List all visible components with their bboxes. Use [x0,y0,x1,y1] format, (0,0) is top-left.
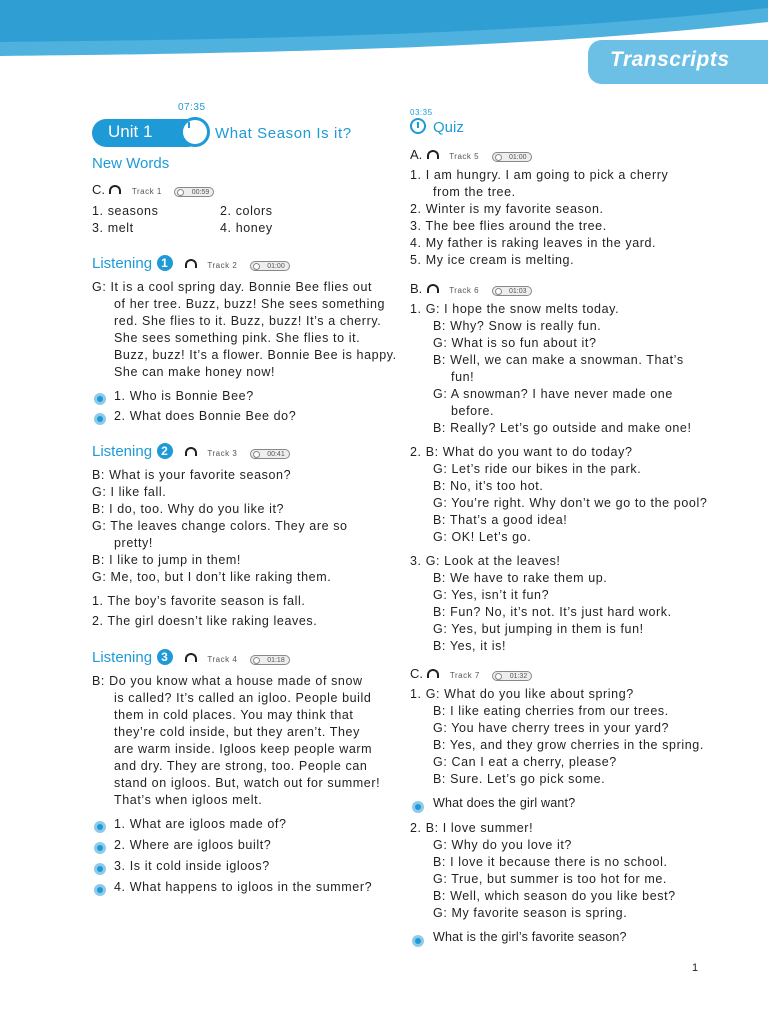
headphones-icon [427,150,439,159]
headphones-icon [185,447,197,456]
headphones-icon [185,259,197,268]
dialog-line: B: Yes, and they grow cherries in the spring. [433,738,704,752]
transcript-line: pretty! [114,536,153,550]
quiz-time: 03:35 [410,108,433,117]
dialog-line: B: Well, we can make a snowman. That’s [433,353,684,367]
track-time: 01:00 [509,154,527,161]
track-time: 01:32 [509,673,528,680]
track-label: Track 1 [131,187,162,196]
transcript-line: they’re cold inside, but they aren’t. They [114,725,360,739]
question-icon [94,393,106,405]
quiz-line: 3. The bee flies around the tree. [410,219,607,233]
quiz-line: 1. I am hungry. I am going to pick a cherry [410,168,669,182]
quiz-clock-icon [410,118,426,134]
dialog-line: B: I love it because there is no school. [433,855,668,869]
dialog-line: before. [451,404,495,418]
dialog-line: 2. B: What do you want to do today? [410,445,633,459]
track-label: Track 6 [449,286,480,295]
track-time-pill [492,286,532,296]
quiz-line: from the tree. [433,185,516,199]
transcripts-tab [588,40,768,84]
question-icon [412,935,424,947]
listening-number-badge: 1 [157,255,173,271]
dialog-line: B: Yes, it is! [433,639,507,653]
transcript-line: of her tree. Buzz, buzz! She sees something [114,297,386,311]
unit-title: What Season Is it? [215,125,352,142]
listening-heading: Listening [92,649,153,666]
dialog-line: B: Sure. Let’s go pick some. [433,772,606,786]
question-line: 2. What does Bonnie Bee do? [114,409,297,423]
section-letter: B. [410,281,423,296]
dialog-line: 3. G: Look at the leaves! [410,554,561,568]
transcript-line: She sees something pink. She flies to it. [114,331,361,345]
dialog-line: G: You have cherry trees in your yard? [433,721,670,735]
listening-1-heading-row [92,255,290,273]
transcript-line: She can make honey now! [114,365,276,379]
quiz-line: 5. My ice cream is melting. [410,253,575,267]
dialog-line: G: My favorite season is spring. [433,906,628,920]
quiz-heading: Quiz [433,119,464,136]
dialog-line: G: Let’s ride our bikes in the park. [433,462,642,476]
quiz-c-track-row [410,665,532,683]
headphones-icon [427,669,439,678]
dialog-line: 2. B: I love summer! [410,821,534,835]
quiz-a-track-row [410,146,532,164]
track-time: 01:03 [509,288,527,295]
question-icon [94,884,106,896]
question-line: What is the girl’s favorite season? [433,930,627,944]
track-label: Track 2 [207,261,238,270]
question-icon [412,801,424,813]
transcript-line: Buzz, buzz! It’s a flower. Bonnie Bee is happy. [114,348,397,362]
track-time: 01:00 [267,263,285,270]
question-line: 3. Is it cold inside igloos? [114,859,270,873]
dialog-line: G: You’re right. Why don’t we go to the pool? [433,496,708,510]
answer-line: 1. The boy’s favorite season is fall. [92,594,306,608]
listening-3-heading-row [92,649,290,667]
listening-2-heading-row [92,443,290,461]
dialog-line: B: Fun? No, it’s not. It’s just hard work. [433,605,672,619]
transcript-line: them in cold places. You may think that [114,708,354,722]
dialog-line: fun! [451,370,475,384]
dialog-line: G: Why do you love it? [433,838,572,852]
question-icon [94,413,106,425]
dialog-line: G: Can I eat a cherry, please? [433,755,617,769]
answer-line: 2. The girl doesn’t like raking leaves. [92,614,318,628]
dialog-line: B: We have to rake them up. [433,571,608,585]
dialog-line: B: Well, which season do you like best? [433,889,676,903]
track-time: 00:59 [191,189,210,196]
track-label: Track 5 [449,152,480,161]
quiz-b-track-row [410,280,532,298]
question-line: 2. Where are igloos built? [114,838,272,852]
track-time-pill [492,152,532,162]
track-time: 00:41 [267,451,285,458]
word-item: 1. seasons [92,204,159,218]
dialog-line: 1. G: I hope the snow melts today. [410,302,620,316]
transcript-line: red. She flies to it. Buzz, buzz! It’s a cherry. [114,314,382,328]
track-label: Track 4 [207,655,238,664]
track-time: 01:18 [267,657,285,664]
new-words-track-row [92,181,214,199]
transcript-line: G: The leaves change colors. They are so [92,519,348,533]
word-item: 4. honey [220,221,273,235]
listening-number-badge: 3 [157,649,173,665]
transcript-line: B: Do you know what a house made of snow [92,674,363,688]
question-line: 1. What are igloos made of? [114,817,287,831]
dialog-line: G: OK! Let’s go. [433,530,532,544]
section-letter: C. [410,666,423,681]
dialog-line: B: Why? Snow is really fun. [433,319,602,333]
dialog-line: G: What is so fun about it? [433,336,597,350]
dialog-line: B: Really? Let’s go outside and make one! [433,421,692,435]
dialog-line: G: Yes, but jumping in them is fun! [433,622,644,636]
dialog-line: 1. G: What do you like about spring? [410,687,634,701]
listening-number-badge: 2 [157,443,173,459]
transcript-line: and dry. They are strong, too. People can [114,759,368,773]
headphones-icon [109,185,121,194]
dialog-line: G: True, but summer is too hot for me. [433,872,667,886]
dialog-line: G: A snowman? I have never made one [433,387,673,401]
track-time-pill [250,449,290,459]
transcript-line: stand on igloos. But, watch out for summer! [114,776,381,790]
track-label: Track 3 [207,449,238,458]
unit-clock-icon [180,117,210,147]
section-letter: A. [410,147,423,162]
track-time-pill [492,671,532,681]
transcript-line: are warm inside. Igloos keep people warm [114,742,373,756]
listening-heading: Listening [92,255,153,272]
quiz-line: 4. My father is raking leaves in the yard. [410,236,657,250]
question-icon [94,863,106,875]
question-line: 4. What happens to igloos in the summer? [114,880,373,894]
question-icon [94,821,106,833]
question-icon [94,842,106,854]
word-item: 2. colors [220,204,273,218]
dialog-line: G: Yes, isn’t it fun? [433,588,550,602]
transcript-line: G: It is a cool spring day. Bonnie Bee flies out [92,280,373,294]
quiz-line: 2. Winter is my favorite season. [410,202,604,216]
page-number: 1 [692,962,699,974]
dialog-line: B: No, it’s too hot. [433,479,544,493]
new-words-heading: New Words [92,155,170,172]
new-words-letter: C. [92,182,105,197]
track-time-pill [250,261,290,271]
track-label: Track 7 [449,671,480,680]
question-line: What does the girl want? [433,796,576,810]
transcript-line: is called? It’s called an igloo. People build [114,691,372,705]
track-time-pill [250,655,290,665]
dialog-line: B: I like eating cherries from our trees. [433,704,669,718]
headphones-icon [427,284,439,293]
headphones-icon [185,653,197,662]
listening-heading: Listening [92,443,153,460]
transcript-line: B: I like to jump in them! [92,553,241,567]
transcript-line: G: I like fall. [92,485,167,499]
unit-label: Unit 1 [108,122,153,141]
unit-time: 07:35 [178,102,206,113]
transcript-line: B: I do, too. Why do you like it? [92,502,285,516]
track-time-pill [174,187,214,197]
word-item: 3. melt [92,221,134,235]
transcript-line: B: What is your favorite season? [92,468,292,482]
transcript-line: G: Me, too, but I don’t like raking them. [92,570,332,584]
transcripts-label: Transcripts [610,48,730,71]
dialog-line: B: That’s a good idea! [433,513,568,527]
transcript-line: That’s when igloos melt. [114,793,263,807]
question-line: 1. Who is Bonnie Bee? [114,389,254,403]
